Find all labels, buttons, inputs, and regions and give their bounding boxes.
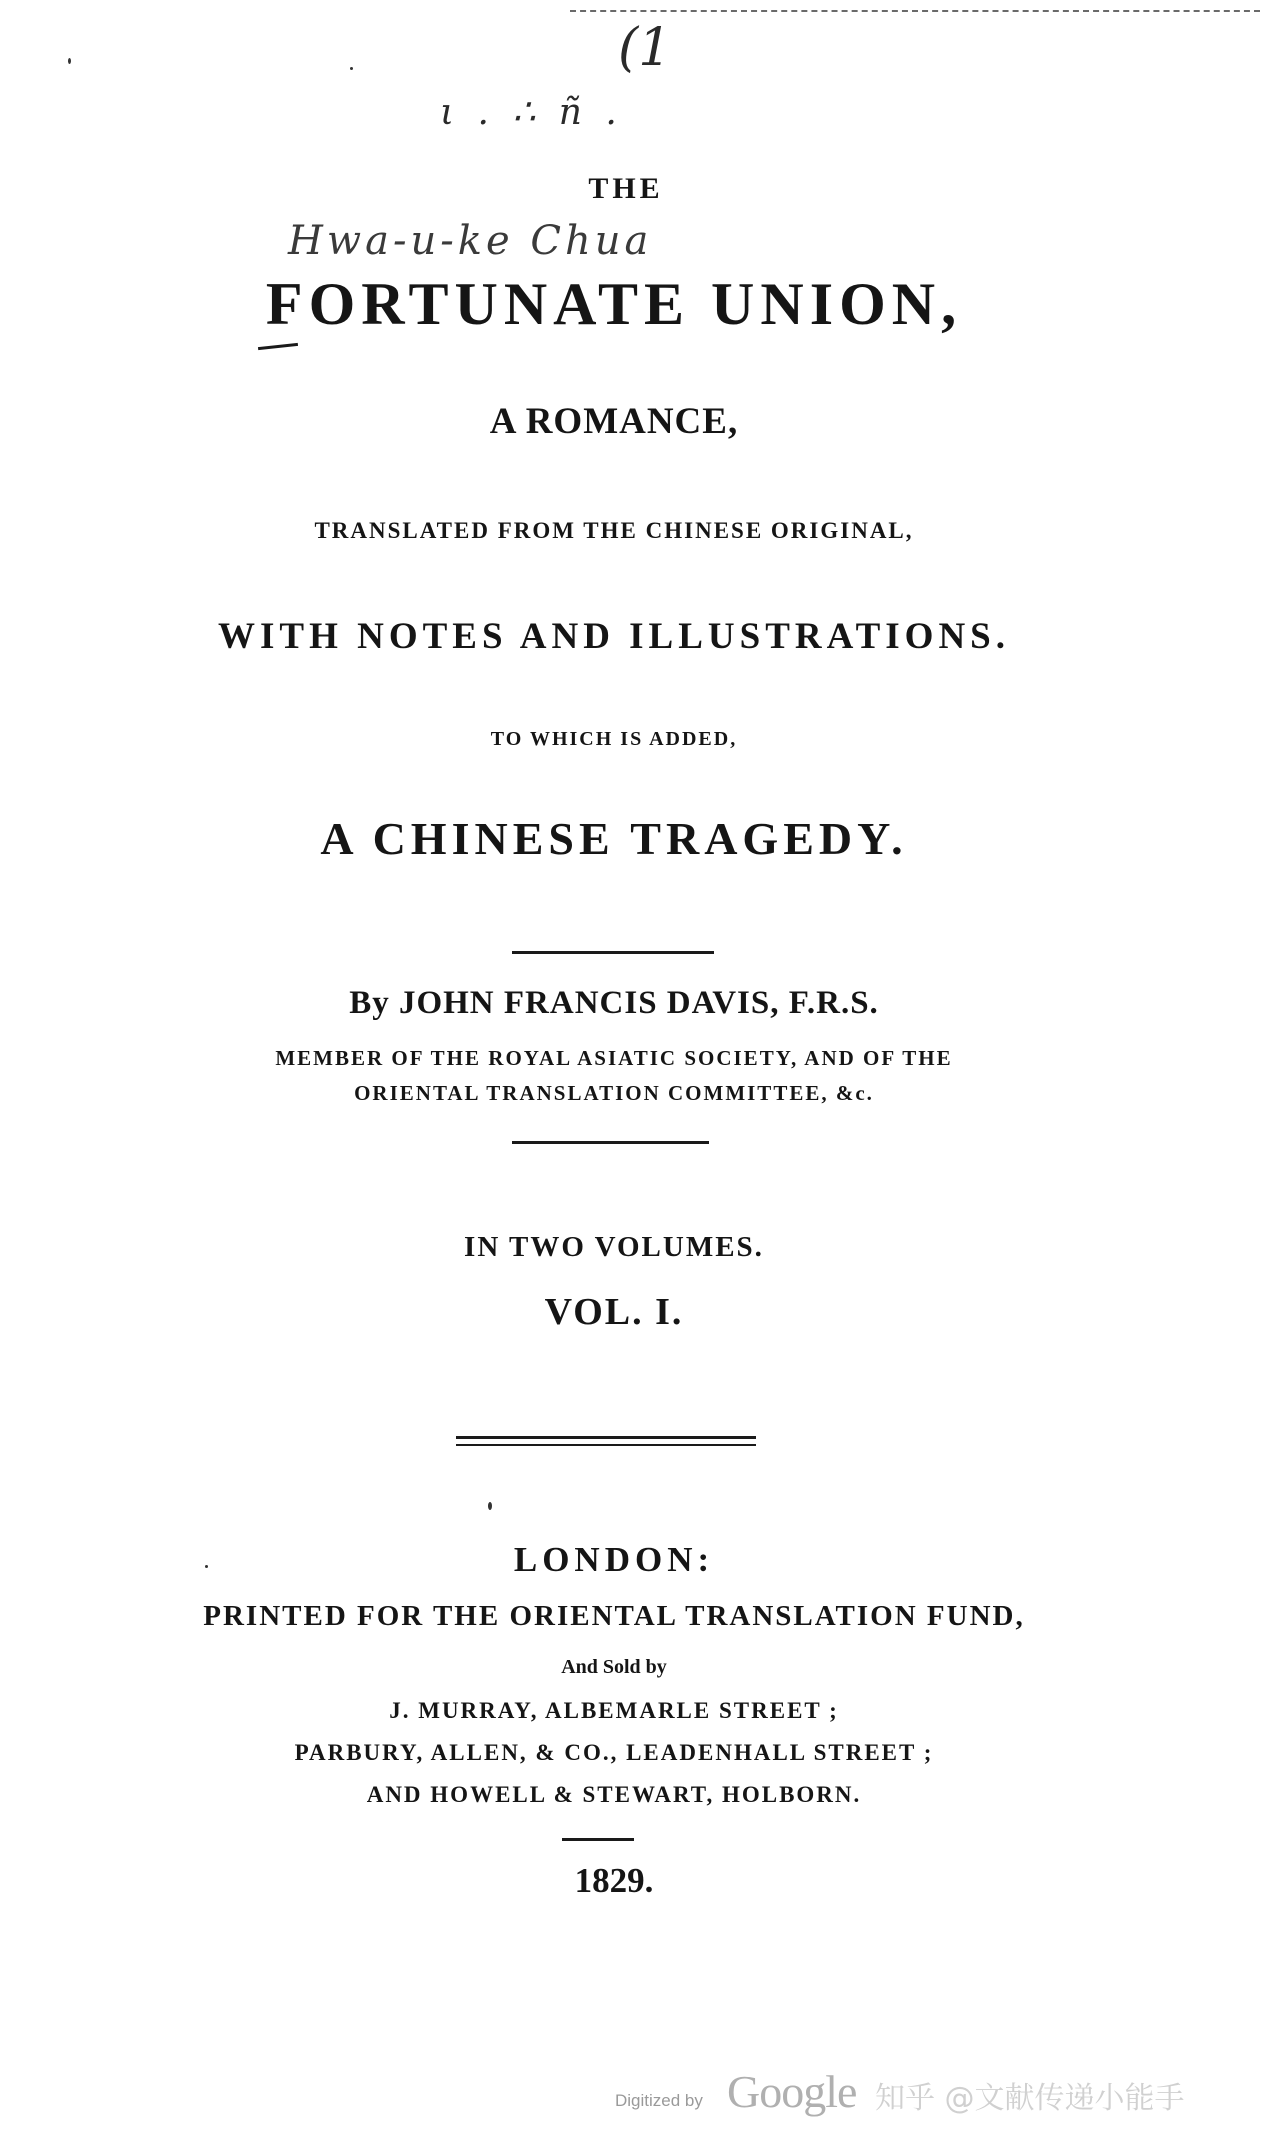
divider-rule: [562, 1838, 634, 1841]
imprint-printed: PRINTED FOR THE ORIENTAL TRANSLATION FUND,: [203, 1600, 1025, 1632]
speck: [68, 58, 71, 64]
book-title: FORTUNATE UNION,: [265, 271, 963, 337]
member-line-2: ORIENTAL TRANSLATION COMMITTEE, &c.: [354, 1081, 874, 1105]
imprint-sold: And Sold by: [561, 1656, 667, 1678]
translated-line: TRANSLATED FROM THE CHINESE ORIGINAL,: [314, 518, 914, 543]
volumes-line: IN TWO VOLUMES.: [464, 1231, 764, 1263]
speck: [488, 1502, 492, 1510]
google-logo: Google: [727, 2066, 857, 2117]
divider-rule: [512, 1141, 709, 1144]
zhihu-watermark: 知乎 @文献传递小能手: [875, 2081, 1185, 2116]
double-rule-top: [456, 1436, 756, 1439]
handwritten-name: Hwa-u-ke Chua: [288, 218, 653, 264]
handwritten-mark-left: ι . ∴ ñ .: [440, 92, 623, 133]
author-line: [0, 985, 1228, 1022]
handwritten-mark-top: (1: [618, 18, 672, 78]
divider-rule: [512, 951, 714, 954]
speck: [350, 67, 353, 70]
title-the: THE: [588, 172, 664, 205]
volume-number: VOL. I.: [544, 1291, 684, 1333]
pen-stroke: [258, 343, 298, 350]
scan-edge-line: [570, 10, 1260, 12]
imprint-seller-2: PARBURY, ALLEN, & CO., LEADENHALL STREET ;: [294, 1740, 934, 1765]
member-line-1: MEMBER OF THE ROYAL ASIATIC SOCIETY, AND OF THE: [275, 1046, 953, 1070]
imprint-seller-3: AND HOWELL & STEWART, HOLBORN.: [366, 1782, 862, 1807]
imprint-place: LONDON:: [513, 1540, 715, 1579]
publication-year: 1829.: [574, 1861, 654, 1900]
double-rule-bottom: [456, 1444, 756, 1446]
added-line: TO WHICH IS ADDED,: [490, 728, 738, 750]
digitized-footer: [615, 2065, 1265, 2115]
notes-line: WITH NOTES AND ILLUSTRATIONS.: [218, 616, 1010, 657]
tragedy-line: A CHINESE TRAGEDY.: [320, 813, 908, 864]
author-by: By: [349, 985, 390, 1021]
digitized-label: Digitized by: [615, 2091, 703, 2110]
imprint-seller-1: J. MURRAY, ALBEMARLE STREET ;: [389, 1698, 839, 1723]
book-subtitle: A ROMANCE,: [489, 401, 739, 442]
author-name: JOHN FRANCIS DAVIS, F.R.S.: [398, 985, 879, 1021]
